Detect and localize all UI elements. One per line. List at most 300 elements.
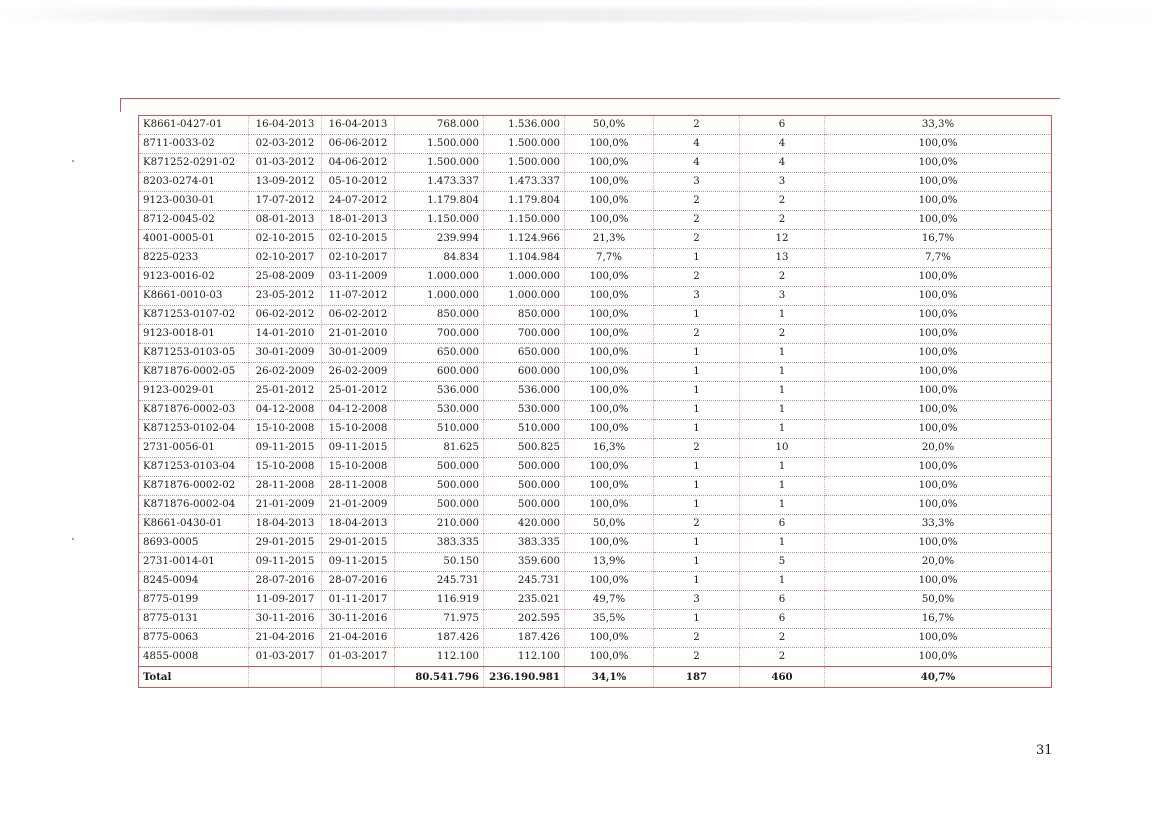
- table-cell: 4: [740, 135, 825, 154]
- table-cell: 30-11-2016: [249, 610, 322, 629]
- table-row: [139, 553, 1051, 572]
- table-cell: 30-11-2016: [322, 610, 395, 629]
- table-cell: 2: [740, 268, 825, 287]
- table-cell: 850.000: [484, 306, 565, 325]
- table-cell: 420.000: [484, 515, 565, 534]
- table-cell: 100,0%: [825, 268, 1052, 287]
- table-cell: 100,0%: [825, 382, 1052, 401]
- table-row: [139, 268, 1051, 287]
- table-cell: 2: [740, 325, 825, 344]
- table-cell: 7,7%: [825, 249, 1052, 268]
- table-cell: 15-10-2008: [322, 420, 395, 439]
- table-cell: 700.000: [484, 325, 565, 344]
- table-cell: 1.500.000: [395, 154, 484, 173]
- table-cell: 100,0%: [565, 477, 654, 496]
- table-cell: 6: [740, 591, 825, 610]
- margin-mark: [72, 160, 74, 162]
- table-cell: 01-11-2017: [322, 591, 395, 610]
- table-cell: 245.731: [484, 572, 565, 591]
- table-cell: 13,9%: [565, 553, 654, 572]
- table-cell: 100,0%: [825, 325, 1052, 344]
- table-cell: 9123-0029-01: [139, 382, 249, 401]
- table-cell: 100,0%: [825, 420, 1052, 439]
- table-row: [139, 572, 1051, 591]
- table-cell: 84.834: [395, 249, 484, 268]
- table-row: [139, 515, 1051, 534]
- table-cell: 2: [654, 116, 740, 135]
- table-cell: 09-11-2015: [249, 553, 322, 572]
- table-row: [139, 648, 1051, 667]
- table-cell: 100,0%: [565, 154, 654, 173]
- table-cell: 245.731: [395, 572, 484, 591]
- table-cell: K871876-0002-02: [139, 477, 249, 496]
- table-cell: 100,0%: [565, 382, 654, 401]
- table-cell: 2: [654, 268, 740, 287]
- table-cell: 1: [654, 382, 740, 401]
- table-cell: 2: [654, 230, 740, 249]
- table-cell: 50,0%: [565, 116, 654, 135]
- table-cell: 18-04-2013: [249, 515, 322, 534]
- table-row: [139, 192, 1051, 211]
- table-cell: 11-09-2017: [249, 591, 322, 610]
- table-row: [139, 173, 1051, 192]
- table-cell: 3: [654, 173, 740, 192]
- table-cell: 1.536.000: [484, 116, 565, 135]
- table-cell: 100,0%: [565, 211, 654, 230]
- table-cell: 25-01-2012: [322, 382, 395, 401]
- table-cell: 1: [740, 420, 825, 439]
- table-cell: [249, 667, 322, 688]
- table-cell: 1: [740, 534, 825, 553]
- table-cell: 8775-0131: [139, 610, 249, 629]
- table-cell: 100,0%: [825, 534, 1052, 553]
- table-cell: 1: [654, 344, 740, 363]
- table-row: [139, 230, 1051, 249]
- table-cell: 100,0%: [825, 135, 1052, 154]
- table-cell: 2: [654, 515, 740, 534]
- table-cell: 100,0%: [825, 287, 1052, 306]
- table-row: [139, 401, 1051, 420]
- table-cell: 4: [654, 135, 740, 154]
- table-cell: 8711-0033-02: [139, 135, 249, 154]
- table-cell: 06-02-2012: [322, 306, 395, 325]
- table-cell: 2: [740, 629, 825, 648]
- table-cell: 2: [654, 211, 740, 230]
- table-cell: 500.000: [395, 496, 484, 515]
- table-cell: 100,0%: [565, 363, 654, 382]
- table-cell: 100,0%: [565, 135, 654, 154]
- table-cell: 80.541.796: [395, 667, 484, 688]
- table-cell: 13-09-2012: [249, 173, 322, 192]
- table-cell: 500.000: [395, 477, 484, 496]
- table-cell: 16,7%: [825, 610, 1052, 629]
- table-cell: 26-02-2009: [322, 363, 395, 382]
- table-cell: 16,3%: [565, 439, 654, 458]
- table-cell: 1: [654, 572, 740, 591]
- total-row: [139, 667, 1051, 688]
- table-cell: 500.000: [484, 496, 565, 515]
- table-cell: 4: [740, 154, 825, 173]
- table-cell: 08-01-2013: [249, 211, 322, 230]
- table-cell: 1: [654, 534, 740, 553]
- table-cell: 100,0%: [565, 173, 654, 192]
- table-row: [139, 344, 1051, 363]
- table-cell: 1: [740, 458, 825, 477]
- table-cell: 1: [654, 496, 740, 515]
- table-cell: 1: [740, 382, 825, 401]
- table-row: [139, 154, 1051, 173]
- table-cell: K871876-0002-05: [139, 363, 249, 382]
- table-cell: 100,0%: [565, 401, 654, 420]
- table-cell: 29-01-2015: [249, 534, 322, 553]
- table-cell: 04-12-2008: [322, 401, 395, 420]
- table-cell: 1: [654, 420, 740, 439]
- table-row: [139, 363, 1051, 382]
- table-cell: 235.021: [484, 591, 565, 610]
- table-row: [139, 591, 1051, 610]
- table-cell: 1.000.000: [484, 268, 565, 287]
- table-cell: 09-11-2015: [249, 439, 322, 458]
- table-cell: 1: [740, 306, 825, 325]
- table-cell: K871253-0102-04: [139, 420, 249, 439]
- table-cell: 100,0%: [825, 173, 1052, 192]
- table-cell: [322, 667, 395, 688]
- table-cell: 05-10-2012: [322, 173, 395, 192]
- table-cell: 8712-0045-02: [139, 211, 249, 230]
- table-cell: 2: [654, 629, 740, 648]
- table-cell: 100,0%: [565, 496, 654, 515]
- table-cell: 1.473.337: [484, 173, 565, 192]
- table-cell: 1.000.000: [484, 287, 565, 306]
- table-cell: 06-06-2012: [322, 135, 395, 154]
- table-cell: 383.335: [395, 534, 484, 553]
- table-cell: 10: [740, 439, 825, 458]
- table-cell: 530.000: [484, 401, 565, 420]
- table-cell: 530.000: [395, 401, 484, 420]
- table-cell: 1: [740, 344, 825, 363]
- table-cell: 17-07-2012: [249, 192, 322, 211]
- table-cell: 100,0%: [825, 363, 1052, 382]
- table-cell: 25-08-2009: [249, 268, 322, 287]
- table-row: [139, 306, 1051, 325]
- table-row: [139, 458, 1051, 477]
- table-cell: 04-12-2008: [249, 401, 322, 420]
- table-cell: 15-10-2008: [249, 420, 322, 439]
- table-cell: 100,0%: [825, 211, 1052, 230]
- table-row: [139, 135, 1051, 154]
- table-row: [139, 477, 1051, 496]
- table-cell: 9123-0018-01: [139, 325, 249, 344]
- table-cell: 187.426: [395, 629, 484, 648]
- table-row: [139, 496, 1051, 515]
- table-cell: 100,0%: [825, 344, 1052, 363]
- table-row: [139, 420, 1051, 439]
- table-cell: 1.000.000: [395, 268, 484, 287]
- table-cell: 202.595: [484, 610, 565, 629]
- table-cell: 01-03-2012: [249, 154, 322, 173]
- table-cell: 1: [654, 306, 740, 325]
- table-cell: 100,0%: [825, 401, 1052, 420]
- table-cell: 239.994: [395, 230, 484, 249]
- table-cell: 11-07-2012: [322, 287, 395, 306]
- table-cell: 1: [654, 249, 740, 268]
- table-cell: 20,0%: [825, 553, 1052, 572]
- table-cell: 1: [654, 610, 740, 629]
- table-cell: 3: [654, 287, 740, 306]
- table-cell: K871253-0103-04: [139, 458, 249, 477]
- table-cell: 09-11-2015: [322, 553, 395, 572]
- table-cell: 33,3%: [825, 515, 1052, 534]
- table-cell: 700.000: [395, 325, 484, 344]
- table-cell: 02-10-2015: [249, 230, 322, 249]
- table-cell: 16,7%: [825, 230, 1052, 249]
- table-cell: 24-07-2012: [322, 192, 395, 211]
- table-cell: 14-01-2010: [249, 325, 322, 344]
- table-cell: 1.150.000: [484, 211, 565, 230]
- table-cell: 1: [654, 553, 740, 572]
- table-cell: 100,0%: [565, 192, 654, 211]
- table-cell: 100,0%: [565, 629, 654, 648]
- table-cell: 6: [740, 610, 825, 629]
- table-cell: 500.000: [484, 458, 565, 477]
- table-cell: 30-01-2009: [249, 344, 322, 363]
- table-cell: 04-06-2012: [322, 154, 395, 173]
- table-cell: 4855-0008: [139, 648, 249, 667]
- table-cell: 9123-0016-02: [139, 268, 249, 287]
- table-cell: 359.600: [484, 553, 565, 572]
- table-cell: 1: [654, 401, 740, 420]
- table-cell: 1.179.804: [395, 192, 484, 211]
- table-cell: 1: [654, 363, 740, 382]
- table-cell: 3: [740, 287, 825, 306]
- table-cell: 12: [740, 230, 825, 249]
- table-cell: 100,0%: [565, 325, 654, 344]
- table-cell: 1: [654, 458, 740, 477]
- table-cell: 383.335: [484, 534, 565, 553]
- table-cell: 1: [740, 401, 825, 420]
- table-cell: Total: [139, 667, 249, 688]
- table-body: [139, 116, 1051, 687]
- table-cell: 1: [740, 363, 825, 382]
- table-cell: 850.000: [395, 306, 484, 325]
- table-cell: 2731-0014-01: [139, 553, 249, 572]
- table-cell: 100,0%: [565, 268, 654, 287]
- table-cell: 1.500.000: [395, 135, 484, 154]
- table-cell: 500.000: [395, 458, 484, 477]
- table-cell: 768.000: [395, 116, 484, 135]
- table-cell: 28-07-2016: [322, 572, 395, 591]
- table-cell: 100,0%: [825, 572, 1052, 591]
- table-cell: 8693-0005: [139, 534, 249, 553]
- table-cell: 1.500.000: [484, 154, 565, 173]
- table-cell: 8203-0274-01: [139, 173, 249, 192]
- table-cell: 500.825: [484, 439, 565, 458]
- table-cell: 100,0%: [565, 420, 654, 439]
- table-cell: K871876-0002-04: [139, 496, 249, 515]
- table-cell: 187: [654, 667, 740, 688]
- table-cell: 1: [654, 477, 740, 496]
- table-cell: 1.000.000: [395, 287, 484, 306]
- table-cell: 116.919: [395, 591, 484, 610]
- table-cell: K8661-0430-01: [139, 515, 249, 534]
- table-cell: 1.473.337: [395, 173, 484, 192]
- table-cell: 100,0%: [825, 192, 1052, 211]
- table-cell: 600.000: [484, 363, 565, 382]
- table-cell: 02-03-2012: [249, 135, 322, 154]
- table-cell: 100,0%: [565, 306, 654, 325]
- header-rule: [120, 98, 1060, 99]
- table-cell: 2: [654, 648, 740, 667]
- table-cell: 536.000: [395, 382, 484, 401]
- table-cell: 2: [654, 325, 740, 344]
- table-cell: 536.000: [484, 382, 565, 401]
- table-cell: 02-10-2015: [322, 230, 395, 249]
- table-cell: 2: [740, 211, 825, 230]
- table-cell: 600.000: [395, 363, 484, 382]
- table-cell: 460: [740, 667, 825, 688]
- table-cell: 1.124.966: [484, 230, 565, 249]
- table-row: [139, 116, 1051, 135]
- table-cell: 28-11-2008: [249, 477, 322, 496]
- table-cell: 33,3%: [825, 116, 1052, 135]
- table-cell: 28-07-2016: [249, 572, 322, 591]
- table-cell: 112.100: [484, 648, 565, 667]
- header-rule-tick: [120, 98, 121, 112]
- table-cell: 21,3%: [565, 230, 654, 249]
- table-cell: 28-11-2008: [322, 477, 395, 496]
- table-cell: 100,0%: [565, 344, 654, 363]
- table-cell: 16-04-2013: [322, 116, 395, 135]
- table-cell: 2: [740, 648, 825, 667]
- table-cell: K871253-0107-02: [139, 306, 249, 325]
- table-cell: 100,0%: [825, 306, 1052, 325]
- table-cell: 25-01-2012: [249, 382, 322, 401]
- table-cell: 187.426: [484, 629, 565, 648]
- table-cell: 1.500.000: [484, 135, 565, 154]
- table-cell: 8225-0233: [139, 249, 249, 268]
- table-cell: 3: [740, 173, 825, 192]
- table-cell: 50,0%: [825, 591, 1052, 610]
- table-cell: 1: [740, 477, 825, 496]
- table-cell: 8775-0199: [139, 591, 249, 610]
- table-cell: 34,1%: [565, 667, 654, 688]
- table-cell: K871876-0002-03: [139, 401, 249, 420]
- page-number: 31: [1036, 743, 1053, 758]
- table-cell: 01-03-2017: [249, 648, 322, 667]
- table-cell: 650.000: [395, 344, 484, 363]
- table-cell: 9123-0030-01: [139, 192, 249, 211]
- scan-artifact: [0, 8, 1169, 22]
- table-cell: 50,0%: [565, 515, 654, 534]
- table-row: [139, 287, 1051, 306]
- table-cell: 21-01-2009: [249, 496, 322, 515]
- table-cell: 29-01-2015: [322, 534, 395, 553]
- table-cell: 510.000: [395, 420, 484, 439]
- table-cell: 112.100: [395, 648, 484, 667]
- table-cell: 1: [740, 496, 825, 515]
- table-row: [139, 439, 1051, 458]
- table-cell: 650.000: [484, 344, 565, 363]
- table-row: [139, 629, 1051, 648]
- table-cell: 02-10-2017: [322, 249, 395, 268]
- table-cell: 4: [654, 154, 740, 173]
- table-row: [139, 382, 1051, 401]
- table-row: [139, 211, 1051, 230]
- table-cell: 03-11-2009: [322, 268, 395, 287]
- table-cell: 100,0%: [565, 534, 654, 553]
- table-cell: 23-05-2012: [249, 287, 322, 306]
- table-cell: 100,0%: [565, 572, 654, 591]
- table-cell: 100,0%: [565, 648, 654, 667]
- table-cell: 2731-0056-01: [139, 439, 249, 458]
- table-cell: 49,7%: [565, 591, 654, 610]
- table-cell: K871253-0103-05: [139, 344, 249, 363]
- table-cell: 01-03-2017: [322, 648, 395, 667]
- table-cell: 100,0%: [825, 629, 1052, 648]
- table-row: [139, 249, 1051, 268]
- table-cell: 35,5%: [565, 610, 654, 629]
- table-cell: 6: [740, 116, 825, 135]
- table-cell: 30-01-2009: [322, 344, 395, 363]
- table-cell: 81.625: [395, 439, 484, 458]
- table-cell: 7,7%: [565, 249, 654, 268]
- table-cell: 40,7%: [825, 667, 1052, 688]
- table-cell: 100,0%: [565, 458, 654, 477]
- table-cell: 2: [740, 192, 825, 211]
- table-row: [139, 610, 1051, 629]
- table-cell: 100,0%: [825, 154, 1052, 173]
- table-cell: 8245-0094: [139, 572, 249, 591]
- table-cell: 21-04-2016: [322, 629, 395, 648]
- table-cell: 6: [740, 515, 825, 534]
- table-cell: 02-10-2017: [249, 249, 322, 268]
- table-row: [139, 534, 1051, 553]
- table-cell: 2: [654, 439, 740, 458]
- table-cell: K8661-0010-03: [139, 287, 249, 306]
- table-cell: K871252-0291-02: [139, 154, 249, 173]
- table-cell: 21-04-2016: [249, 629, 322, 648]
- table-cell: 16-04-2013: [249, 116, 322, 135]
- table-cell: 236.190.981: [484, 667, 565, 688]
- table-cell: 1: [740, 572, 825, 591]
- table-cell: 18-01-2013: [322, 211, 395, 230]
- table-cell: 20,0%: [825, 439, 1052, 458]
- table-cell: K8661-0427-01: [139, 116, 249, 135]
- table-cell: 100,0%: [825, 648, 1052, 667]
- table-cell: 09-11-2015: [322, 439, 395, 458]
- table-cell: 1.104.984: [484, 249, 565, 268]
- data-table: [138, 115, 1052, 688]
- table-row: [139, 325, 1051, 344]
- table-cell: 4001-0005-01: [139, 230, 249, 249]
- table-cell: 1.179.804: [484, 192, 565, 211]
- table-cell: 3: [654, 591, 740, 610]
- table-cell: 15-10-2008: [249, 458, 322, 477]
- table-cell: 510.000: [484, 420, 565, 439]
- table-cell: 2: [654, 192, 740, 211]
- table-cell: 500.000: [484, 477, 565, 496]
- table-cell: 5: [740, 553, 825, 572]
- table-cell: 100,0%: [825, 458, 1052, 477]
- table-cell: 26-02-2009: [249, 363, 322, 382]
- table-cell: 50.150: [395, 553, 484, 572]
- table-cell: 06-02-2012: [249, 306, 322, 325]
- table-cell: 71.975: [395, 610, 484, 629]
- table-cell: 1.150.000: [395, 211, 484, 230]
- table-cell: 8775-0063: [139, 629, 249, 648]
- table-cell: 21-01-2010: [322, 325, 395, 344]
- table-cell: 15-10-2008: [322, 458, 395, 477]
